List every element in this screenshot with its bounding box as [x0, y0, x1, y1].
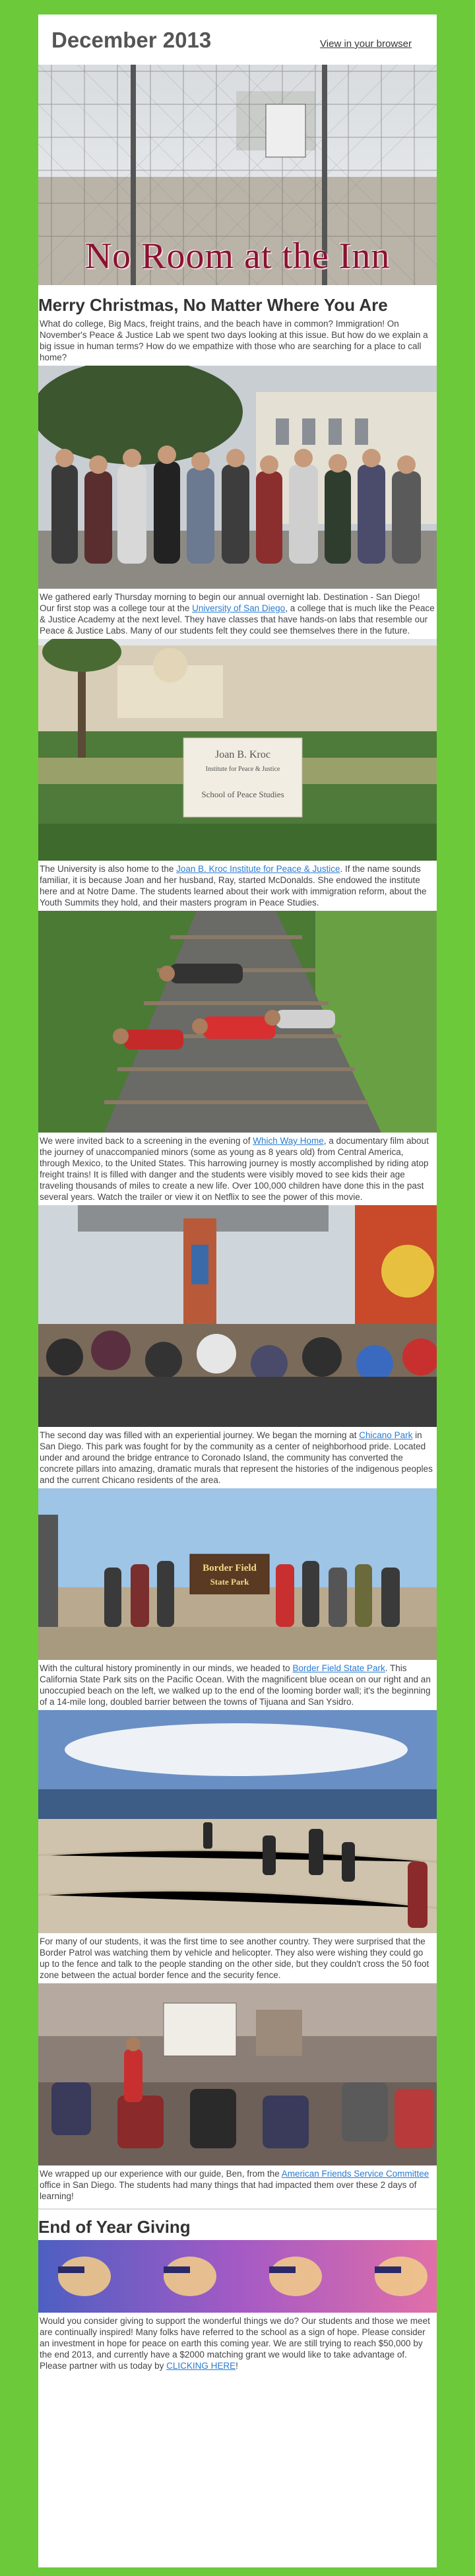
section-heading-christmas: Merry Christmas, No Matter Where You Are [38, 295, 388, 315]
kroc-institute-link[interactable]: Joan B. Kroc Institute for Peace & Justice [176, 864, 340, 874]
section-divider [38, 2208, 437, 2210]
paragraph-chicano-park: The second day was filled with an experiential journey. We began the morning at Chicano Park in San Diego. This park was fought for by the community as a center of neighborhood pride. Located under and around the bridge entrance to Coronado Island, the community has converted the concrete pillars into amazing, dramatic murals that represent the histories of the indigenous peoples and the current Chicano residents of the area. [40, 1430, 433, 1485]
chicano-park-link[interactable]: Chicano Park [359, 1430, 413, 1440]
photo-students-campus [38, 366, 437, 589]
newsletter-sheet [38, 15, 437, 2576]
kroc-sign-school: School of Peace Studies [201, 789, 284, 799]
donate-clicking-here-link[interactable]: CLICKING HERE [166, 2361, 236, 2371]
university-of-san-diego-link[interactable]: University of San Diego [192, 603, 286, 613]
kroc-sign-name: Joan B. Kroc [215, 749, 270, 760]
photo-kroc-institute-sign [38, 639, 437, 861]
photo-beach-border-wall [38, 1710, 437, 1933]
photo-students-on-tracks [38, 911, 437, 1133]
photo-giving-banner [38, 2240, 437, 2313]
american-friends-service-committee-link[interactable]: American Friends Service Committee [281, 2169, 429, 2179]
intro-paragraph: What do college, Big Macs, freight trains, and the beach have in common? Immigration! On November's Peace & Justice Lab we spent two days looking at this issue. But how do we explain a big issue in human terms? How do we empathize with those who are searching for a place to call home? [40, 319, 428, 362]
kroc-sign-subtitle: Institute for Peace & Justice [205, 766, 280, 773]
content-column [38, 290, 437, 2371]
paragraph-border-field: With the cultural history prominently in our minds, we headed to Border Field State Park. This California State Park sits on the Pacific Ocean. With the magnificent blue ocean on our right and an unoccupied beach on the left, we walked up to the end of the looming border wall; it's the beginning of a 14-mile long, doubled barrier between the towns of Tijuana and San Ysidro. [40, 1663, 431, 1707]
which-way-home-link[interactable]: Which Way Home [253, 1136, 324, 1146]
border-sign-line1: Border Field [203, 1563, 257, 1573]
newsletter-title: December 2013 [51, 28, 212, 52]
hero-title: No Room at the Inn [84, 236, 391, 277]
paragraph-afsc-guide: We wrapped up our experience with our guide, Ben, from the American Friends Service Committee office in San Diego. The students had many things that had impacted them over these 2 days of learning! [40, 2169, 429, 2201]
paragraph-kroc-institute: The University is also home to the Joan B. Kroc Institute for Peace & Justice. If the name sounds familiar, it is because Joan and her husband, Ray, started McDonalds. She endowed the institute here and at Notre Dame. The students learned about their work with immigration reform, about the Youth Summits they hold, and their masters program in Peace Studies. [40, 864, 427, 908]
section-heading-giving: End of Year Giving [38, 2217, 191, 2237]
border-sign-line2: State Park [210, 1577, 249, 1587]
paragraph-which-way-home: We were invited back to a screening in the evening of Which Way Home, a documentary film about the journey of unaccompanied minors (some as young as 8 years old) from Central America, through Mexico, to the United States. This harrowing journey is mostly accomplished by riding atop freight trains! It is filled with danger and the students were visibly moved to see kids their age traveling thousands of miles to create a new life. Over 100,000 children have done this in the past several years. Watch the trailer or view it on Netflix to see the power of this movie. [40, 1136, 429, 1202]
hero-banner [38, 65, 437, 285]
border-field-state-park-link[interactable]: Border Field State Park [292, 1663, 385, 1673]
paragraph-giving: Would you consider giving to support the wonderful things we do? Our students and those we meet are continually inspired! Many folks have referred to the school as a sign of hope. Please consider an investment in hope for peace on earth this coming year. We are still trying to reach $50,000 by the end 2013, and currently have a $2000 matching grant we would like to take advantage of. Please partner with us today by CLICKING HERE! [40, 2316, 430, 2371]
photo-chicano-park [38, 1205, 437, 1427]
header [38, 15, 437, 65]
photo-classroom-wrapup [38, 1983, 437, 2165]
view-in-browser-link[interactable]: View in your browser [320, 38, 412, 50]
page-bottom-band [0, 2567, 475, 2576]
paragraph-usd-tour: We gathered early Thursday morning to begin our annual overnight lab. Destination - San Diego! Our first stop was a college tour at the University of San Diego, a college that is much like the Peace & Justice Academy at the next level. They have classes that have hands-on labs that resemble our Peace & Justice Labs. Many of our students felt they could see themselves there in the future. [40, 592, 435, 636]
photo-border-field-group [38, 1488, 437, 1660]
paragraph-first-time-country: For many of our students, it was the first time to see another country. They were surprised that the Border Patrol was watching them by vehicle and helicopter. They also were wishing they could go up to the fence and talk to the people standing on the other side, but they couldn't cross the 50 foot zone between the actual border fence and the security fence. [40, 1936, 429, 1980]
